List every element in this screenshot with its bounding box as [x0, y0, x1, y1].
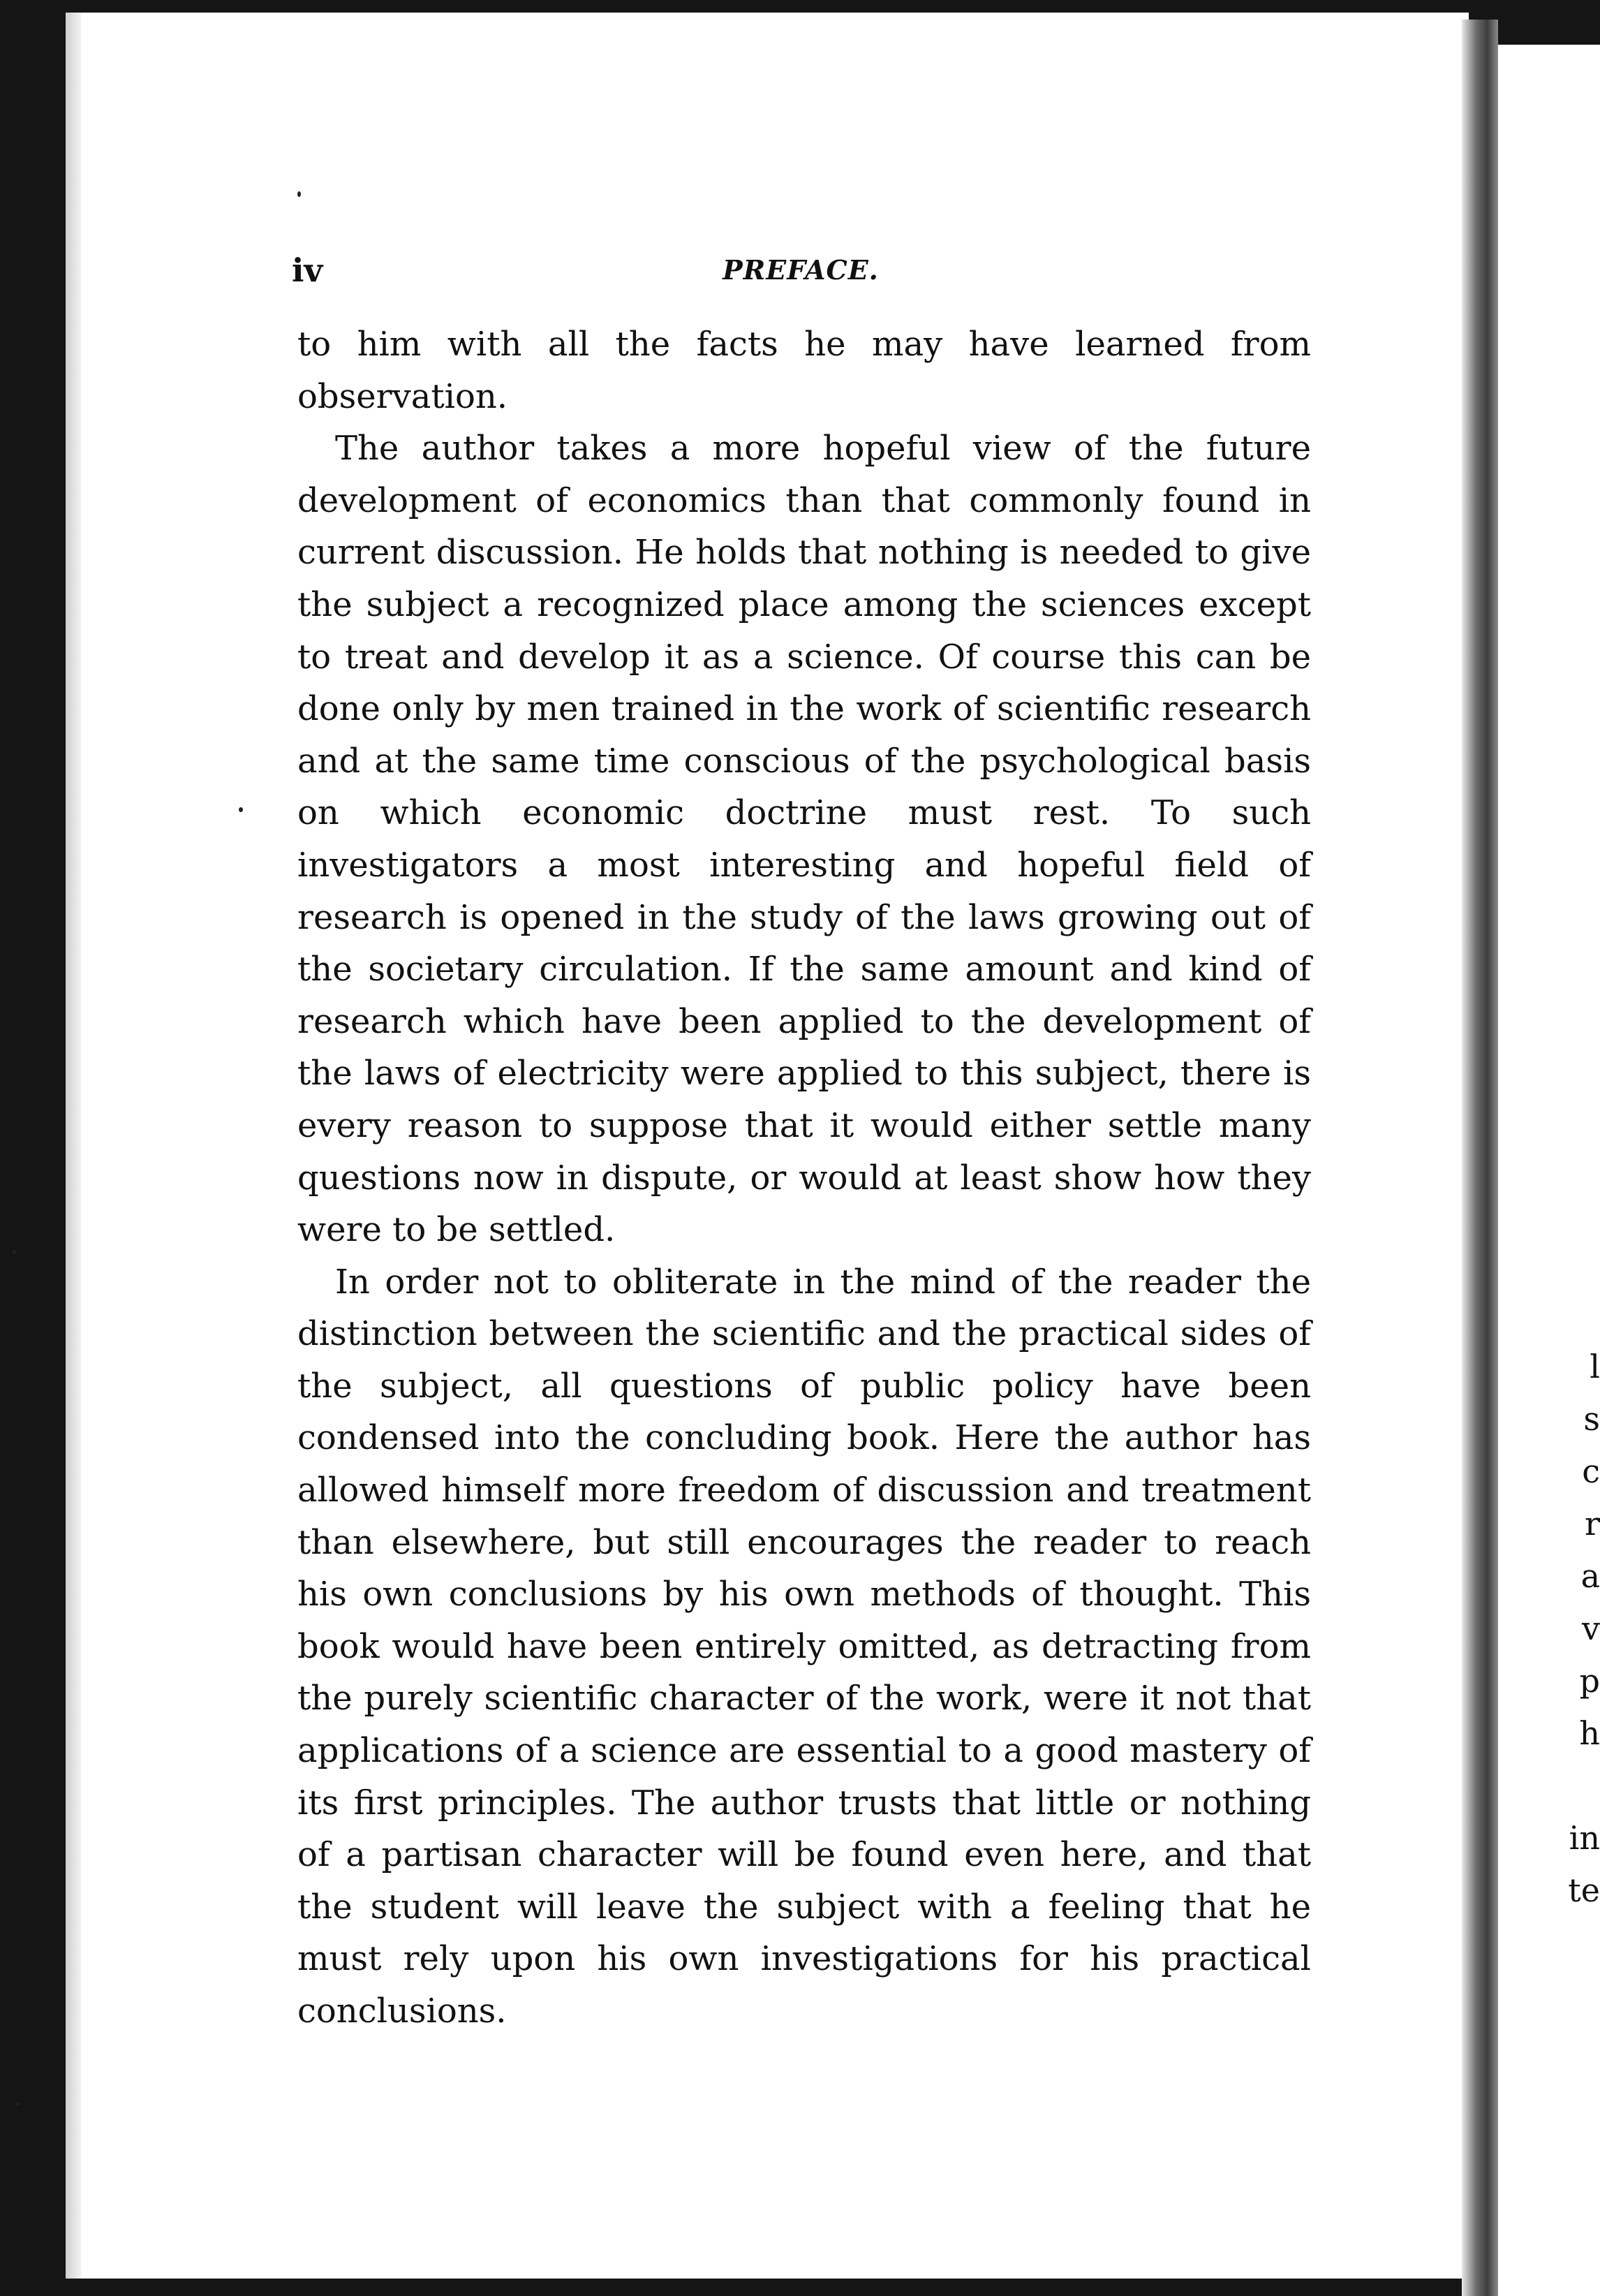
- facing-page-fragment: c: [1582, 1452, 1600, 1490]
- book-binding: [1462, 20, 1498, 2296]
- facing-page-fragment: p: [1579, 1662, 1600, 1700]
- facing-page-fragment: v: [1582, 1610, 1600, 1647]
- facing-page-fragment: te: [1568, 1871, 1600, 1909]
- body-text: [297, 318, 1311, 2038]
- page-number: iv: [292, 251, 323, 289]
- running-head: PREFACE.: [723, 254, 879, 286]
- ink-speck: [239, 807, 243, 812]
- facing-page-fragment: a: [1580, 1557, 1600, 1595]
- facing-page-fragment: r: [1585, 1505, 1600, 1543]
- paragraph: In order not to obliterate in the mind of the reader the distinction between the scientific and the practical sides of the subject, all questions of public policy have been condensed into the concluding book. Here the author has allowed himself more freedom of discussion and treatment than elsewhere, but still encourages the reader to reach his own conclusions by his own methods of thought. This book would have been entirely omitted, as detracting from the purely scientific character of the work, were it not that applications of a science are essential to a good mastery of its first principles. The author trusts that little or nothing of a partisan character will be found even here, and that the student will leave the subject with a feeling that he must rely upon his own investigations for his practical conclusions.: [297, 1262, 1311, 2031]
- facing-page-fragment: in: [1569, 1819, 1600, 1857]
- paragraph: to him with all the facts he may have learned from observation.: [297, 325, 1311, 416]
- page-header: [292, 251, 1310, 293]
- facing-page: [1498, 45, 1600, 2296]
- page-edge-shadow: [66, 13, 81, 2279]
- ink-speck: [15, 2102, 20, 2106]
- facing-page-fragment: h: [1579, 1714, 1600, 1752]
- ink-speck: [297, 191, 301, 197]
- paragraph: The author takes a more hopeful view of the future development of economics than that commonly found in current discussion. He holds that nothing is needed to give the subject a recognized place among the sciences except to treat and develop it as a science. Of course this can be done only by men trained in the work of scientific research and at the same time conscious of the psychological basis on which economic doctrine must rest. To such investigators a most interesting and hopeful field of research is opened in the study of the laws growing out of the societary circulation. If the same amount and kind of research which have been applied to the development of the laws of electricity were applied to this subject, there is every reason to suppose that it would either settle many questions now in dispute, or would at least show how they were to be settled.: [297, 429, 1311, 1250]
- ink-speck: [13, 1250, 16, 1254]
- facing-page-fragment: l: [1590, 1348, 1600, 1385]
- facing-page-fragment: s: [1583, 1400, 1600, 1438]
